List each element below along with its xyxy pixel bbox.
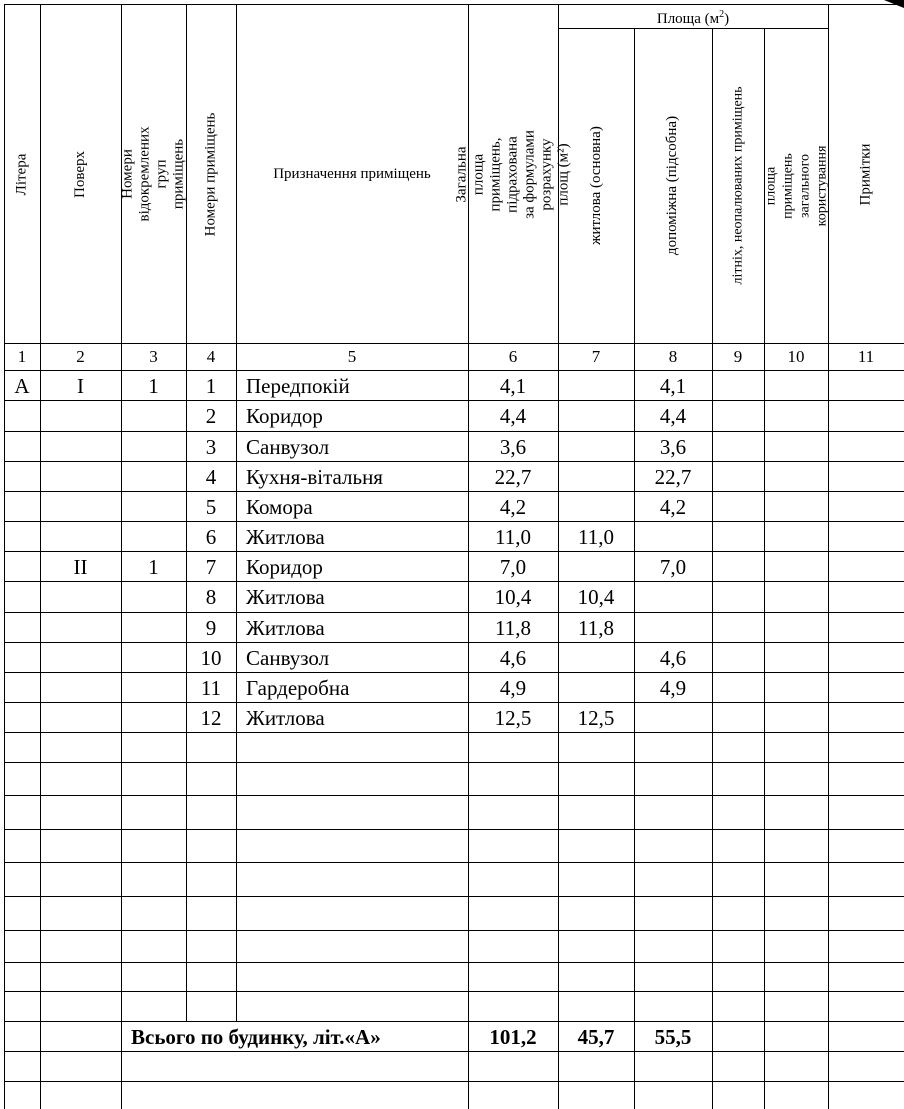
cell-purpose: Санвузол xyxy=(246,646,330,670)
col-number: 8 xyxy=(668,347,678,366)
cell-floor: II xyxy=(73,555,88,579)
cell-total: 3,6 xyxy=(499,435,527,459)
cell-total: 12,5 xyxy=(494,706,532,730)
cell-total: 10,4 xyxy=(494,585,532,609)
cell-aux: 22,7 xyxy=(654,465,692,489)
col-number: 3 xyxy=(149,347,158,366)
cell-total: 22,7 xyxy=(494,465,532,489)
header-notes: Примітки xyxy=(857,143,874,205)
cell-total: 4,6 xyxy=(499,646,527,670)
cell-aux: 3,6 xyxy=(659,435,687,459)
header-total-area: Загальна площа приміщень, підрахована за формулами розрахунку площ (м²) xyxy=(453,129,572,219)
cell-purpose: Житлова xyxy=(246,525,325,549)
cell-aux: 4,9 xyxy=(659,676,687,700)
col-number: 4 xyxy=(206,347,216,366)
cell-litera: А xyxy=(14,374,30,398)
col-number: 1 xyxy=(17,347,27,366)
cell-purpose: Житлова xyxy=(246,585,325,609)
col-number: 9 xyxy=(733,347,743,366)
cell-aux: 4,4 xyxy=(659,404,687,428)
cell-aux: 7,0 xyxy=(659,555,687,579)
cell-purpose: Передпокій xyxy=(246,374,350,398)
cell-purpose: Комора xyxy=(246,495,313,519)
cell-floor: I xyxy=(77,374,84,398)
header-purpose: Призначення приміщень xyxy=(273,166,431,182)
cell-total: 4,2 xyxy=(499,495,527,519)
cell-room: 5 xyxy=(205,495,217,519)
col-number: 6 xyxy=(508,347,518,366)
cell-aux: 4,6 xyxy=(659,646,687,670)
cell-purpose: Житлова xyxy=(246,616,325,640)
header-summer: літніх, неопалюваних приміщень xyxy=(730,86,746,285)
cell-room: 1 xyxy=(205,374,217,398)
cell-living: 10,4 xyxy=(577,585,615,609)
cell-room: 12 xyxy=(200,706,222,730)
cell-total: 11,8 xyxy=(495,616,531,640)
cell-purpose: Житлова xyxy=(246,706,325,730)
header-litera: Літера xyxy=(13,153,30,195)
cell-group: 1 xyxy=(148,374,159,398)
cell-room: 4 xyxy=(205,465,217,489)
cell-total: 7,0 xyxy=(499,555,527,579)
cell-living: 12,5 xyxy=(577,706,615,730)
totals-living: 45,7 xyxy=(577,1025,615,1049)
header-living: житлова (основна) xyxy=(587,126,604,245)
col-number: 10 xyxy=(787,347,805,366)
totals-label: Всього по будинку, літ.«А» xyxy=(131,1025,381,1049)
cell-purpose: Гардеробна xyxy=(246,676,350,700)
header-common: площа приміщень загального користування xyxy=(763,145,829,226)
cell-purpose: Коридор xyxy=(246,555,323,579)
cell-living: 11,8 xyxy=(578,616,614,640)
col-number: 11 xyxy=(857,347,875,366)
cell-room: 10 xyxy=(200,646,222,670)
col-number: 7 xyxy=(591,347,601,366)
cell-total: 4,4 xyxy=(499,404,527,428)
col-number: 2 xyxy=(76,347,85,366)
totals-total: 101,2 xyxy=(489,1025,537,1049)
cell-total: 4,1 xyxy=(499,374,527,398)
area-group-header: Площа $(м^2)$ xyxy=(656,8,730,27)
header-auxiliary: допоміжна (підсобна) xyxy=(664,115,681,256)
col-number: 5 xyxy=(347,347,357,366)
cell-living: 11,0 xyxy=(578,525,614,549)
cell-aux: 4,2 xyxy=(659,495,687,519)
cell-aux: 4,1 xyxy=(659,374,687,398)
cell-room: 8 xyxy=(205,585,217,609)
header-rooms: Номери приміщень xyxy=(202,112,219,236)
cell-room: 3 xyxy=(205,435,217,459)
header-poverkh: Поверх xyxy=(72,150,88,198)
header-groups: Номери відокремлених груп приміщень xyxy=(119,126,187,222)
cell-room: 2 xyxy=(205,404,217,428)
cell-total: 4,9 xyxy=(499,676,527,700)
cell-total: 11,0 xyxy=(495,525,531,549)
cell-room: 7 xyxy=(205,555,217,579)
cell-purpose: Кухня-вітальня xyxy=(246,465,383,489)
cell-purpose: Коридор xyxy=(246,404,323,428)
totals-aux: 55,5 xyxy=(654,1025,692,1049)
cell-purpose: Санвузол xyxy=(246,435,330,459)
cell-room: 9 xyxy=(205,616,217,640)
cell-group: 1 xyxy=(148,555,159,579)
cell-room: 6 xyxy=(205,525,217,549)
cell-room: 11 xyxy=(200,676,222,700)
